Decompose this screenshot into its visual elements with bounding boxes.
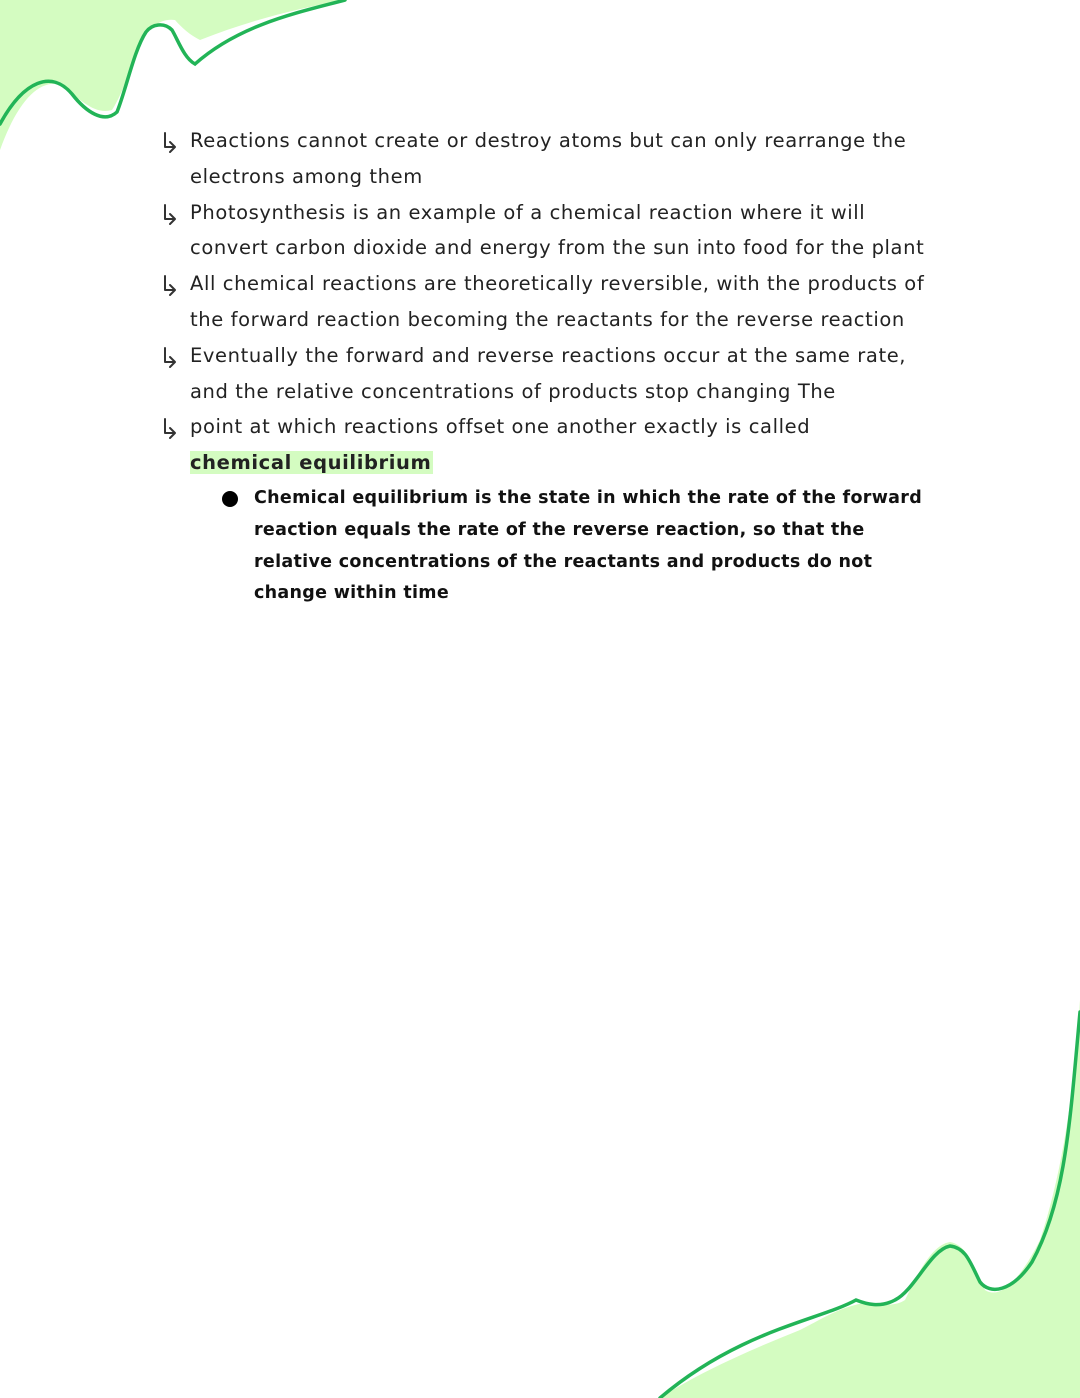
bullet-dot-icon [222,491,238,507]
bottom-right-blob [660,1000,1080,1398]
note-text: Reactions cannot create or destroy atoms but can only rearrange the electrons among them [190,129,907,188]
note-text: All chemical reactions are theoretically reversible, with the products of the forward reaction becoming the reactants for the reverse reaction [190,272,925,331]
note-item [160,409,950,481]
highlighted-term: chemical equilibrium [190,451,432,475]
note-text: point at which reactions offset one another exactly is called [190,415,811,439]
definition-text: Chemical equilibrium is the state in which the rate of the forward reaction equals the rate of the reverse reaction, so that the relative concentrations of the reactants and products do not change within time [254,487,923,604]
note-text: Eventually the forward and reverse reactions occur at the same rate, and the relative concentrations of products stop changing The [190,343,907,403]
definition-item [254,483,934,610]
notes-content [160,123,950,610]
note-item [160,338,950,410]
note-item [160,195,950,267]
turn-arrow-icon [160,338,184,374]
note-item [160,266,950,338]
turn-arrow-icon [160,266,184,302]
note-item [160,123,950,195]
turn-arrow-icon [160,409,184,445]
turn-arrow-icon [160,195,184,231]
turn-arrow-icon [160,123,184,159]
note-text: Photosynthesis is an example of a chemical reaction where it will convert carbon dioxide and energy from the sun into food for the plant [190,200,925,260]
